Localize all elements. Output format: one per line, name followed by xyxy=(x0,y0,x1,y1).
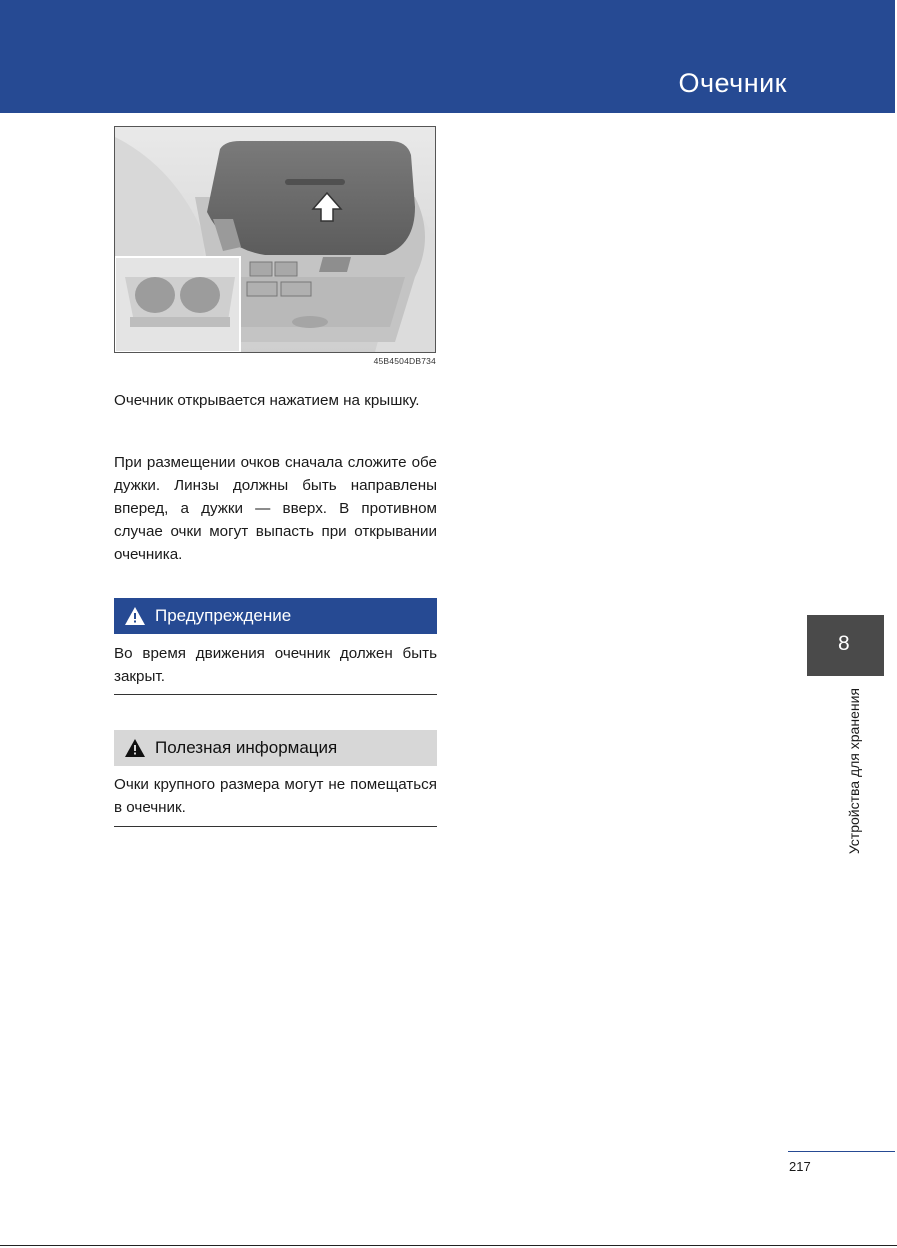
page-title: Очечник xyxy=(678,68,787,98)
chapter-number-tab: 8 xyxy=(807,615,884,676)
info-title: Полезная информация xyxy=(155,738,338,757)
warning-text: Во время движения очечник должен быть закрыт. xyxy=(114,645,437,685)
info-text: Очки крупного размера могут не помещаться в очечник. xyxy=(114,776,437,816)
warning-triangle-icon xyxy=(124,606,146,626)
paragraph-open-instruction: Очечник открывается нажатием на крышку. xyxy=(114,392,420,409)
glasses-holder-illustration xyxy=(115,127,435,352)
warning-header xyxy=(114,598,437,634)
info-triangle-icon xyxy=(124,738,146,758)
paragraph-placement-instruction: При размещении очков сначала сложите обе дужки. Линзы должны быть направлены вперед, а дужки — вверх. В противном случае очки могут выпасть при открывании очечника. xyxy=(114,454,437,563)
warning-title: Предупреждение xyxy=(155,606,292,625)
info-header xyxy=(114,730,437,766)
bottom-edge-line xyxy=(0,1245,897,1246)
glasses-holder-figure xyxy=(114,126,436,353)
warning-divider xyxy=(114,694,437,695)
footer-divider xyxy=(788,1151,895,1152)
chapter-title: Устройства для хранения xyxy=(846,688,862,855)
info-divider xyxy=(114,826,437,827)
page-number: 217 xyxy=(789,1159,811,1174)
figure-code: 45B4504DB734 xyxy=(373,356,436,366)
